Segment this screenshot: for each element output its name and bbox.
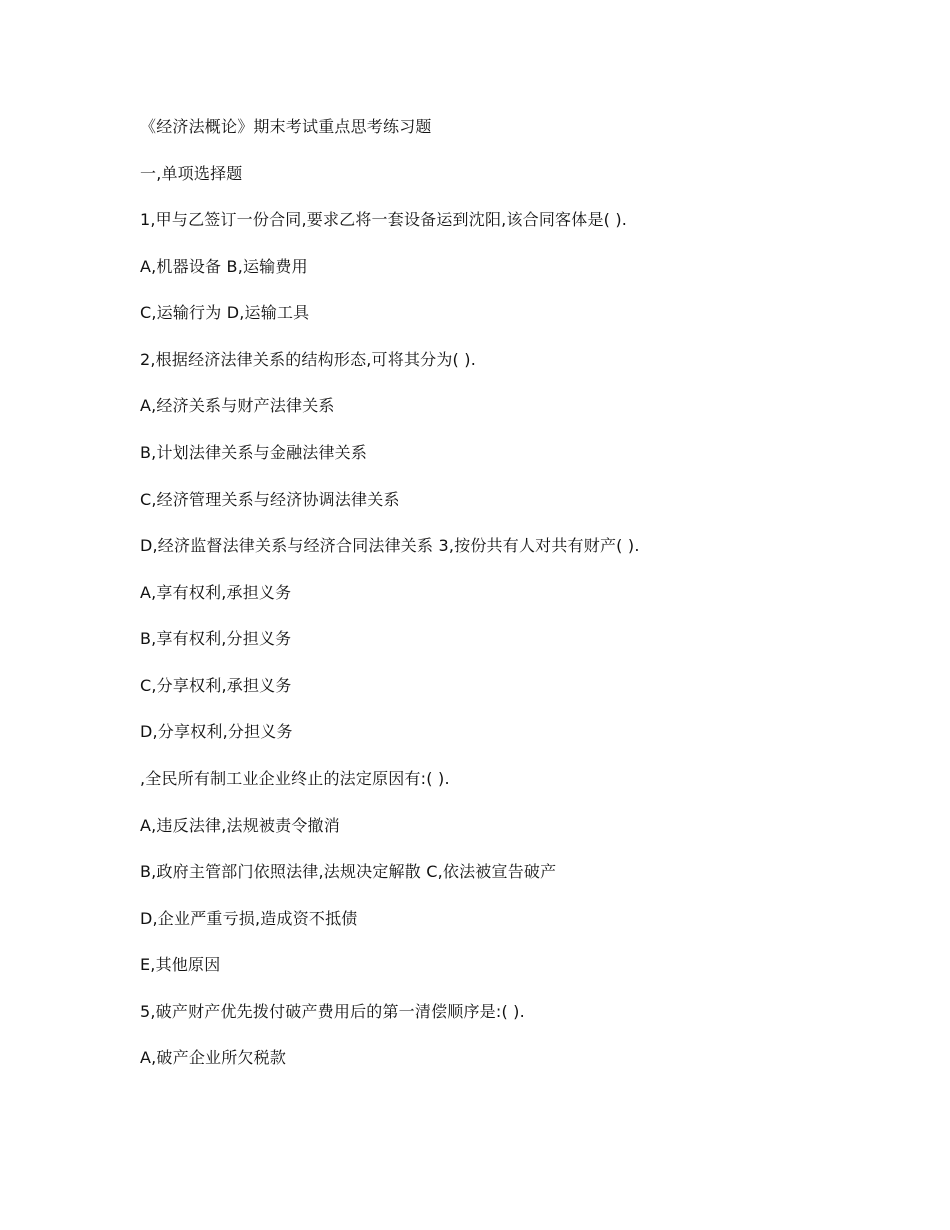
question-4-option-d: D,企业严重亏损,造成资不抵债 [140,909,358,928]
section-heading: 一,单项选择题 [140,164,243,183]
question-4-options-bc: B,政府主管部门依照法律,法规决定解散 C,依法被宣告破产 [140,862,557,881]
question-3-option-b: B,享有权利,分担义务 [140,629,292,648]
question-1: 1,甲与乙签订一份合同,要求乙将一套设备运到沈阳,该合同客体是( ). [140,210,628,229]
question-3-option-d: D,分享权利,分担义务 [140,722,293,741]
question-5: 5,破产财产优先拨付破产费用后的第一清偿顺序是:( ). [140,1002,525,1021]
question-4-option-e: E,其他原因 [140,955,221,974]
question-4: ,全民所有制工业企业终止的法定原因有:( ). [140,769,450,788]
question-1-options-cd: C,运输行为 D,运输工具 [140,303,310,322]
question-4-option-a: A,违反法律,法规被责令撤消 [140,816,340,835]
question-3-option-c: C,分享权利,承担义务 [140,676,292,695]
question-5-option-a: A,破产企业所欠税款 [140,1048,287,1067]
question-2: 2,根据经济法律关系的结构形态,可将其分为( ). [140,350,477,369]
question-1-options-ab: A,机器设备 B,运输费用 [140,257,308,276]
question-2-option-d-and-question-3: D,经济监督法律关系与经济合同法律关系 3,按份共有人对共有财产( ). [140,536,640,555]
question-2-option-b: B,计划法律关系与金融法律关系 [140,443,368,462]
question-3-option-a: A,享有权利,承担义务 [140,583,292,602]
question-2-option-a: A,经济关系与财产法律关系 [140,396,335,415]
question-2-option-c: C,经济管理关系与经济协调法律关系 [140,490,400,509]
document-title: 《经济法概论》期末考试重点思考练习题 [140,117,432,136]
